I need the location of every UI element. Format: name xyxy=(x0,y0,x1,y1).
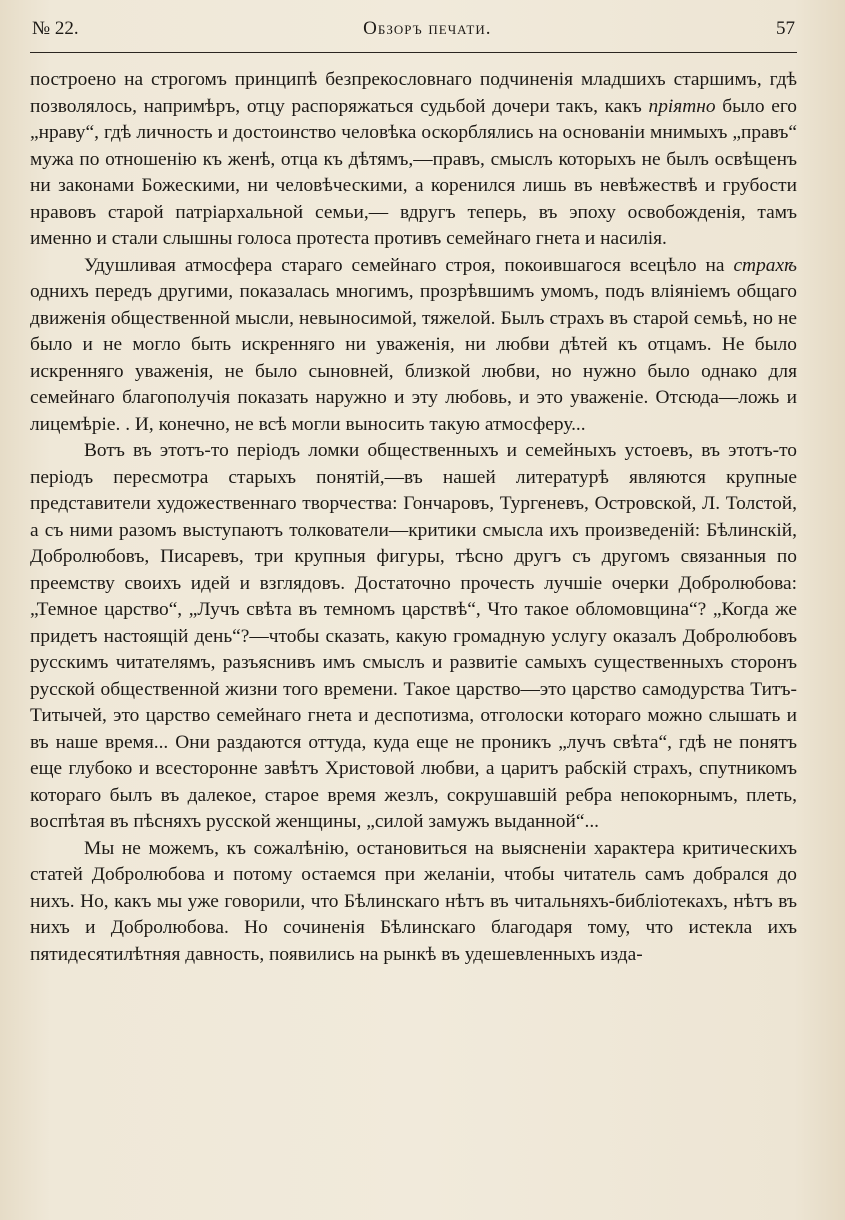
emphasis-text: страхѣ xyxy=(733,254,797,276)
issue-number: № 22. xyxy=(32,18,79,39)
paragraph xyxy=(30,438,797,836)
section-title: Обзоръ печати. xyxy=(363,18,492,39)
running-header xyxy=(30,18,797,46)
paragraph-text: Удушливая атмосфера стараго семейнаго строя, покоившагося всецѣло на xyxy=(84,254,734,276)
paragraph-text: Вотъ въ этотъ-то періодъ ломки общественныхъ и семейныхъ устоевъ, въ этотъ-то періодъ пересмотра старыхъ понятій,—въ нашей литературѣ являются крупные представители художественнаго творчества: Гончаровъ, Тургеневъ, Островской, Л. Толстой, а съ ними разомъ выступаютъ толкователи—критики смысла ихъ произведеній: Бѣлинскій, Добролюбовъ, Писаревъ, три крупныя фигуры, тѣсно другъ съ другомъ связанныя по преемству своихъ идей и взглядовъ. Достаточно прочесть лучшіе очерки Добролюбова: „Темное царство“, „Лучъ свѣта въ темномъ царствѣ“, Что такое обломовщина“? „Когда же придетъ настоящій день“?—чтобы сказать, какую громадную услугу оказалъ Добролюбовъ русскимъ читателямъ, разъяснивъ имъ смыслъ и развитіе самыхъ существенныхъ сторонъ русской общественной жизни того времени. Такое царство—это царство самодурства Титъ-Титычей, это царство семейнаго гнета и деспотизма, отголоски котораго можно слышать и въ наше время... Они раздаются оттуда, куда еще не проникъ „лучъ свѣта“, гдѣ не понятъ еще глубоко и всесторонне завѣтъ Христовой любви, а царитъ рабскій страхъ, спутникомъ котораго былъ въ далекое, старое время жезлъ, сокрушавшій ребра непокорнымъ, плеть, воспѣтая въ пѣсняхъ русской женщины, „силой замужъ выданной“... xyxy=(30,440,797,832)
paragraph xyxy=(30,253,797,439)
emphasis-text: пріятно xyxy=(648,95,716,117)
paragraph-text: Мы не можемъ, къ сожалѣнію, остановиться на выясненіи характера критическихъ статей Добролюбова и потому остаемся при желаніи, чтобы читатель самъ добрался до нихъ. Но, какъ мы уже говорили, что Бѣлинскаго нѣтъ въ читальняхъ-библіотекахъ, нѣтъ въ нихъ и Добролюбова. Но сочиненія Бѣлинскаго благодаря тому, что истекла ихъ пятидесятилѣтняя давность, появились на рынкѣ въ удешевленныхъ изда- xyxy=(30,837,797,965)
page-number: 57 xyxy=(776,18,795,39)
paragraph-text: построено на строгомъ принципѣ безпрекословнаго подчиненія младшихъ старшимъ, гдѣ позволялось, напримѣръ, отцу распоряжаться судьбой дочери такъ, какъ xyxy=(30,69,797,117)
body-text xyxy=(30,67,797,968)
header-rule xyxy=(30,52,797,53)
paragraph xyxy=(30,67,797,253)
paragraph xyxy=(30,836,797,969)
paragraph-text: было его „нраву“, гдѣ личность и достоинство человѣка оскорблялись на основаніи мнимыхъ „правъ“ мужа по отношенію къ женѣ, отца къ дѣтямъ,—правъ, смыслъ которыхъ не былъ освѣщенъ ни законами Божескими, ни человѣческими, а коренился лишь въ невѣжествѣ и грубости нравовъ старой патріархальной семьи,— вдругъ теперь, въ эпоху освобожденія, тамъ именно и стали слышны голоса протеста противъ семейнаго гнета и насилія. xyxy=(30,95,797,249)
paragraph-text: однихъ передъ другими, показалась многимъ, прозрѣвшимъ умомъ, подъ вліяніемъ общаго движенія общественной мысли, невыносимой, тяжелой. Былъ страхъ въ старой семьѣ, но не было и не могло быть искренняго ни уваженія, ни любви дѣтей къ отцамъ. Не было искренняго уваженія, не было сыновней, близкой любви, но нужно было однако для семейнаго благополучія показать наружно и эту любовь, и это уваженіе. Отсюда—ложь и лицемѣріе. . И, конечно, не всѣ могли выносить такую атмосферу... xyxy=(30,281,797,435)
